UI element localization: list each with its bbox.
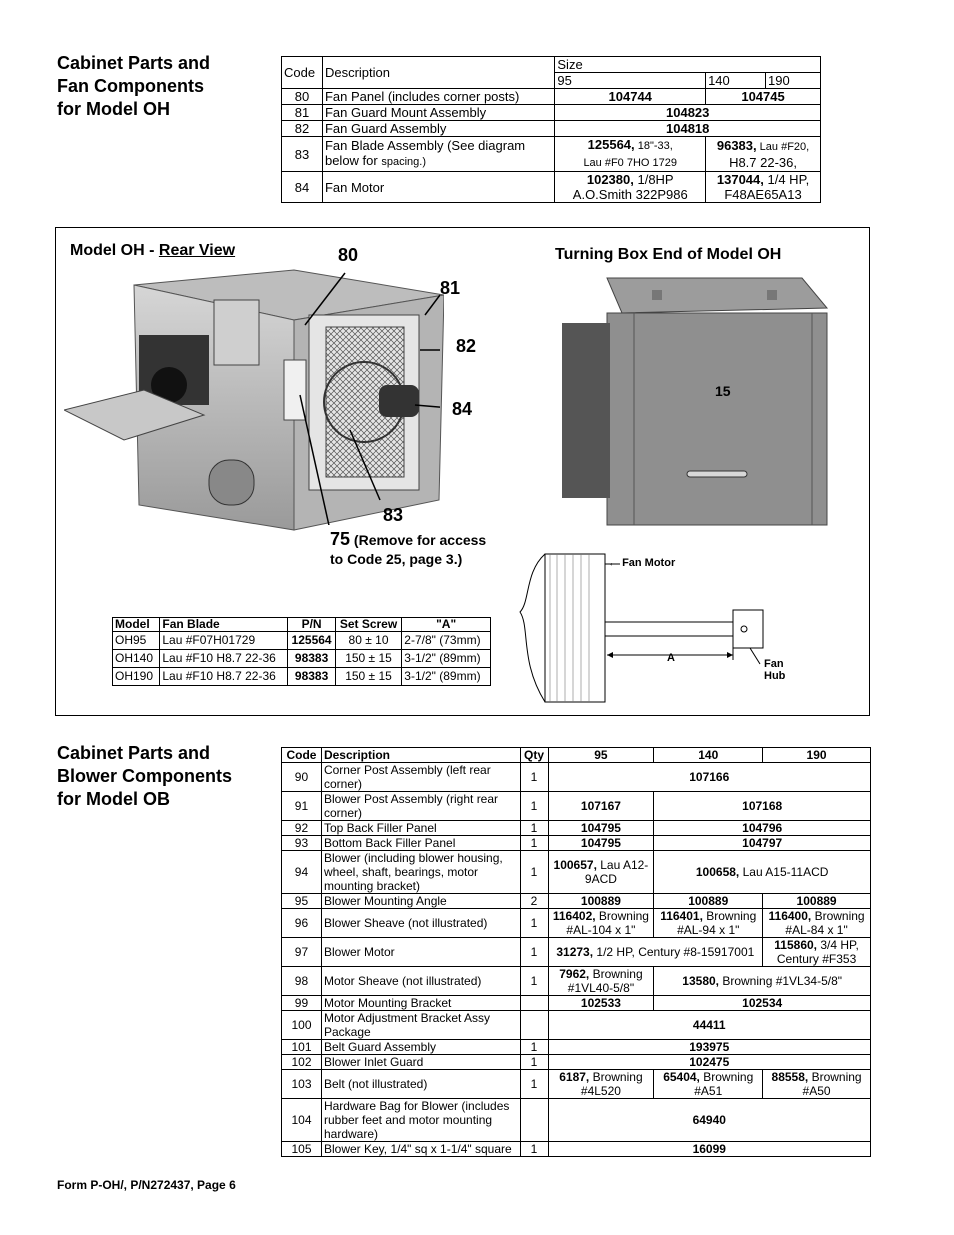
code-header: Code — [282, 57, 323, 89]
fan-hub-label: Fan Hub — [764, 658, 786, 682]
table-row: 105 Blower Key, 1/4" sq x 1-1/4" square 1 16099 — [282, 1142, 871, 1157]
section2-title: Cabinet Parts and Blower Components for Model OB — [57, 743, 233, 809]
callout-leaders — [280, 255, 440, 525]
callout-84: 84 — [452, 399, 473, 419]
callout-81: 81 — [440, 278, 461, 298]
code-75-note: 75 (Remove for access to Code 25, page 3.) — [330, 529, 487, 567]
fan-motor-label: ← Fan Motor — [608, 557, 676, 569]
size-190: 190 — [766, 73, 821, 89]
table-row: 100 Motor Adjustment Bracket Assy Package 44411 — [282, 1011, 871, 1040]
callout-83: 83 — [383, 505, 404, 525]
table-row: 102 Blower Inlet Guard 1 102475 — [282, 1055, 871, 1070]
table-row: 80 Fan Panel (includes corner posts) 104744 104745 — [282, 89, 821, 105]
blade-table-header: Model Fan Blade P/N Set Screw "A" — [113, 618, 491, 632]
table-row: 90 Corner Post Assembly (left rear corner) 1 107166 — [282, 763, 871, 792]
table-row: 94 Blower (including blower housing, wheel, shaft, bearings, motor mounting bracket) 1 100657, Lau A12-9ACD 100658, Lau A15-11ACD — [282, 851, 871, 894]
table-header-row — [282, 57, 821, 73]
table-row: 96 Blower Sheave (not illustrated) 1 116402, Browning #AL-104 x 1" 116401, Browning #AL-94 x 1" 116400, Browning #AL-84 x 1" — [282, 909, 871, 938]
table-row: 84 Fan Motor 102380, 1/8HP A.O.Smith 322P986 137044, 1/4 HP, F48AE65A13 — [282, 172, 821, 203]
table-row: 99 Motor Mounting Bracket 102533 102534 — [282, 996, 871, 1011]
table-row: 104 Hardware Bag for Blower (includes rubber feet and motor mounting hardware) 64940 — [282, 1099, 871, 1142]
table-row: OH140 Lau #F10 H8.7 22-36 98383 150 ± 15 3-1/2" (89mm) — [113, 650, 491, 668]
table-row: OH95 Lau #F07H01729 125564 80 ± 10 2-7/8" (73mm) — [113, 632, 491, 650]
table-row: 93 Bottom Back Filler Panel 1 104795 104797 — [282, 836, 871, 851]
turning-box-title: Turning Box End of Model OH — [555, 246, 782, 263]
table-row: 98 Motor Sheave (not illustrated) 1 7962, Browning #1VL40-5/8" 13580, Browning #1VL34-5/8" — [282, 967, 871, 996]
section1-title: Cabinet Parts and Fan Components for Model OH — [57, 53, 211, 119]
callout-82: 82 — [456, 336, 477, 356]
callout-80: 80 — [338, 245, 359, 265]
size-95: 95 — [555, 73, 706, 89]
size-140: 140 — [706, 73, 766, 89]
description-header: Description — [322, 57, 554, 89]
table-row: 81 Fan Guard Mount Assembly 104823 — [282, 105, 821, 121]
table-row: 82 Fan Guard Assembly 104818 — [282, 121, 821, 137]
table-row: 97 Blower Motor 1 31273, 1/2 HP, Century #8-15917001 115860, 3/4 HP, Century #F353 — [282, 938, 871, 967]
table-row: 92 Top Back Filler Panel 1 104795 104796 — [282, 821, 871, 836]
dimension-a-label: A — [667, 652, 675, 664]
turning-box-illustration — [562, 268, 832, 530]
fan-blade-table — [112, 617, 491, 686]
fan-components-table — [281, 56, 821, 203]
table-row: 103 Belt (not illustrated) 1 6187, Browning #4L520 65404, Browning #A51 88558, Browning #A50 — [282, 1070, 871, 1099]
table-row: 95 Blower Mounting Angle 2 100889 100889 100889 — [282, 894, 871, 909]
table-row: 101 Belt Guard Assembly 1 193975 — [282, 1040, 871, 1055]
table-row: 91 Blower Post Assembly (right rear corner) 1 107167 107168 — [282, 792, 871, 821]
size-header: Size — [555, 57, 821, 73]
blower-components-table — [281, 747, 871, 1157]
fan-hub-diagram — [515, 552, 775, 704]
table-header-row: Code Description Qty 95 140 190 — [282, 748, 871, 763]
table-row: 83 Fan Blade Assembly (See diagram below for spacing.) 125564, 18"-33, Lau #F0 7HO 1729 96383, Lau #F20, H8.7 22-36, — [282, 137, 821, 172]
page-footer: Form P-OH/, P/N272437, Page 6 — [57, 1178, 236, 1192]
part-15-label: 15 — [715, 383, 731, 399]
rear-view-title: Model OH - Rear View — [70, 242, 236, 259]
table-row: OH190 Lau #F10 H8.7 22-36 98383 150 ± 15 3-1/2" (89mm) — [113, 668, 491, 686]
